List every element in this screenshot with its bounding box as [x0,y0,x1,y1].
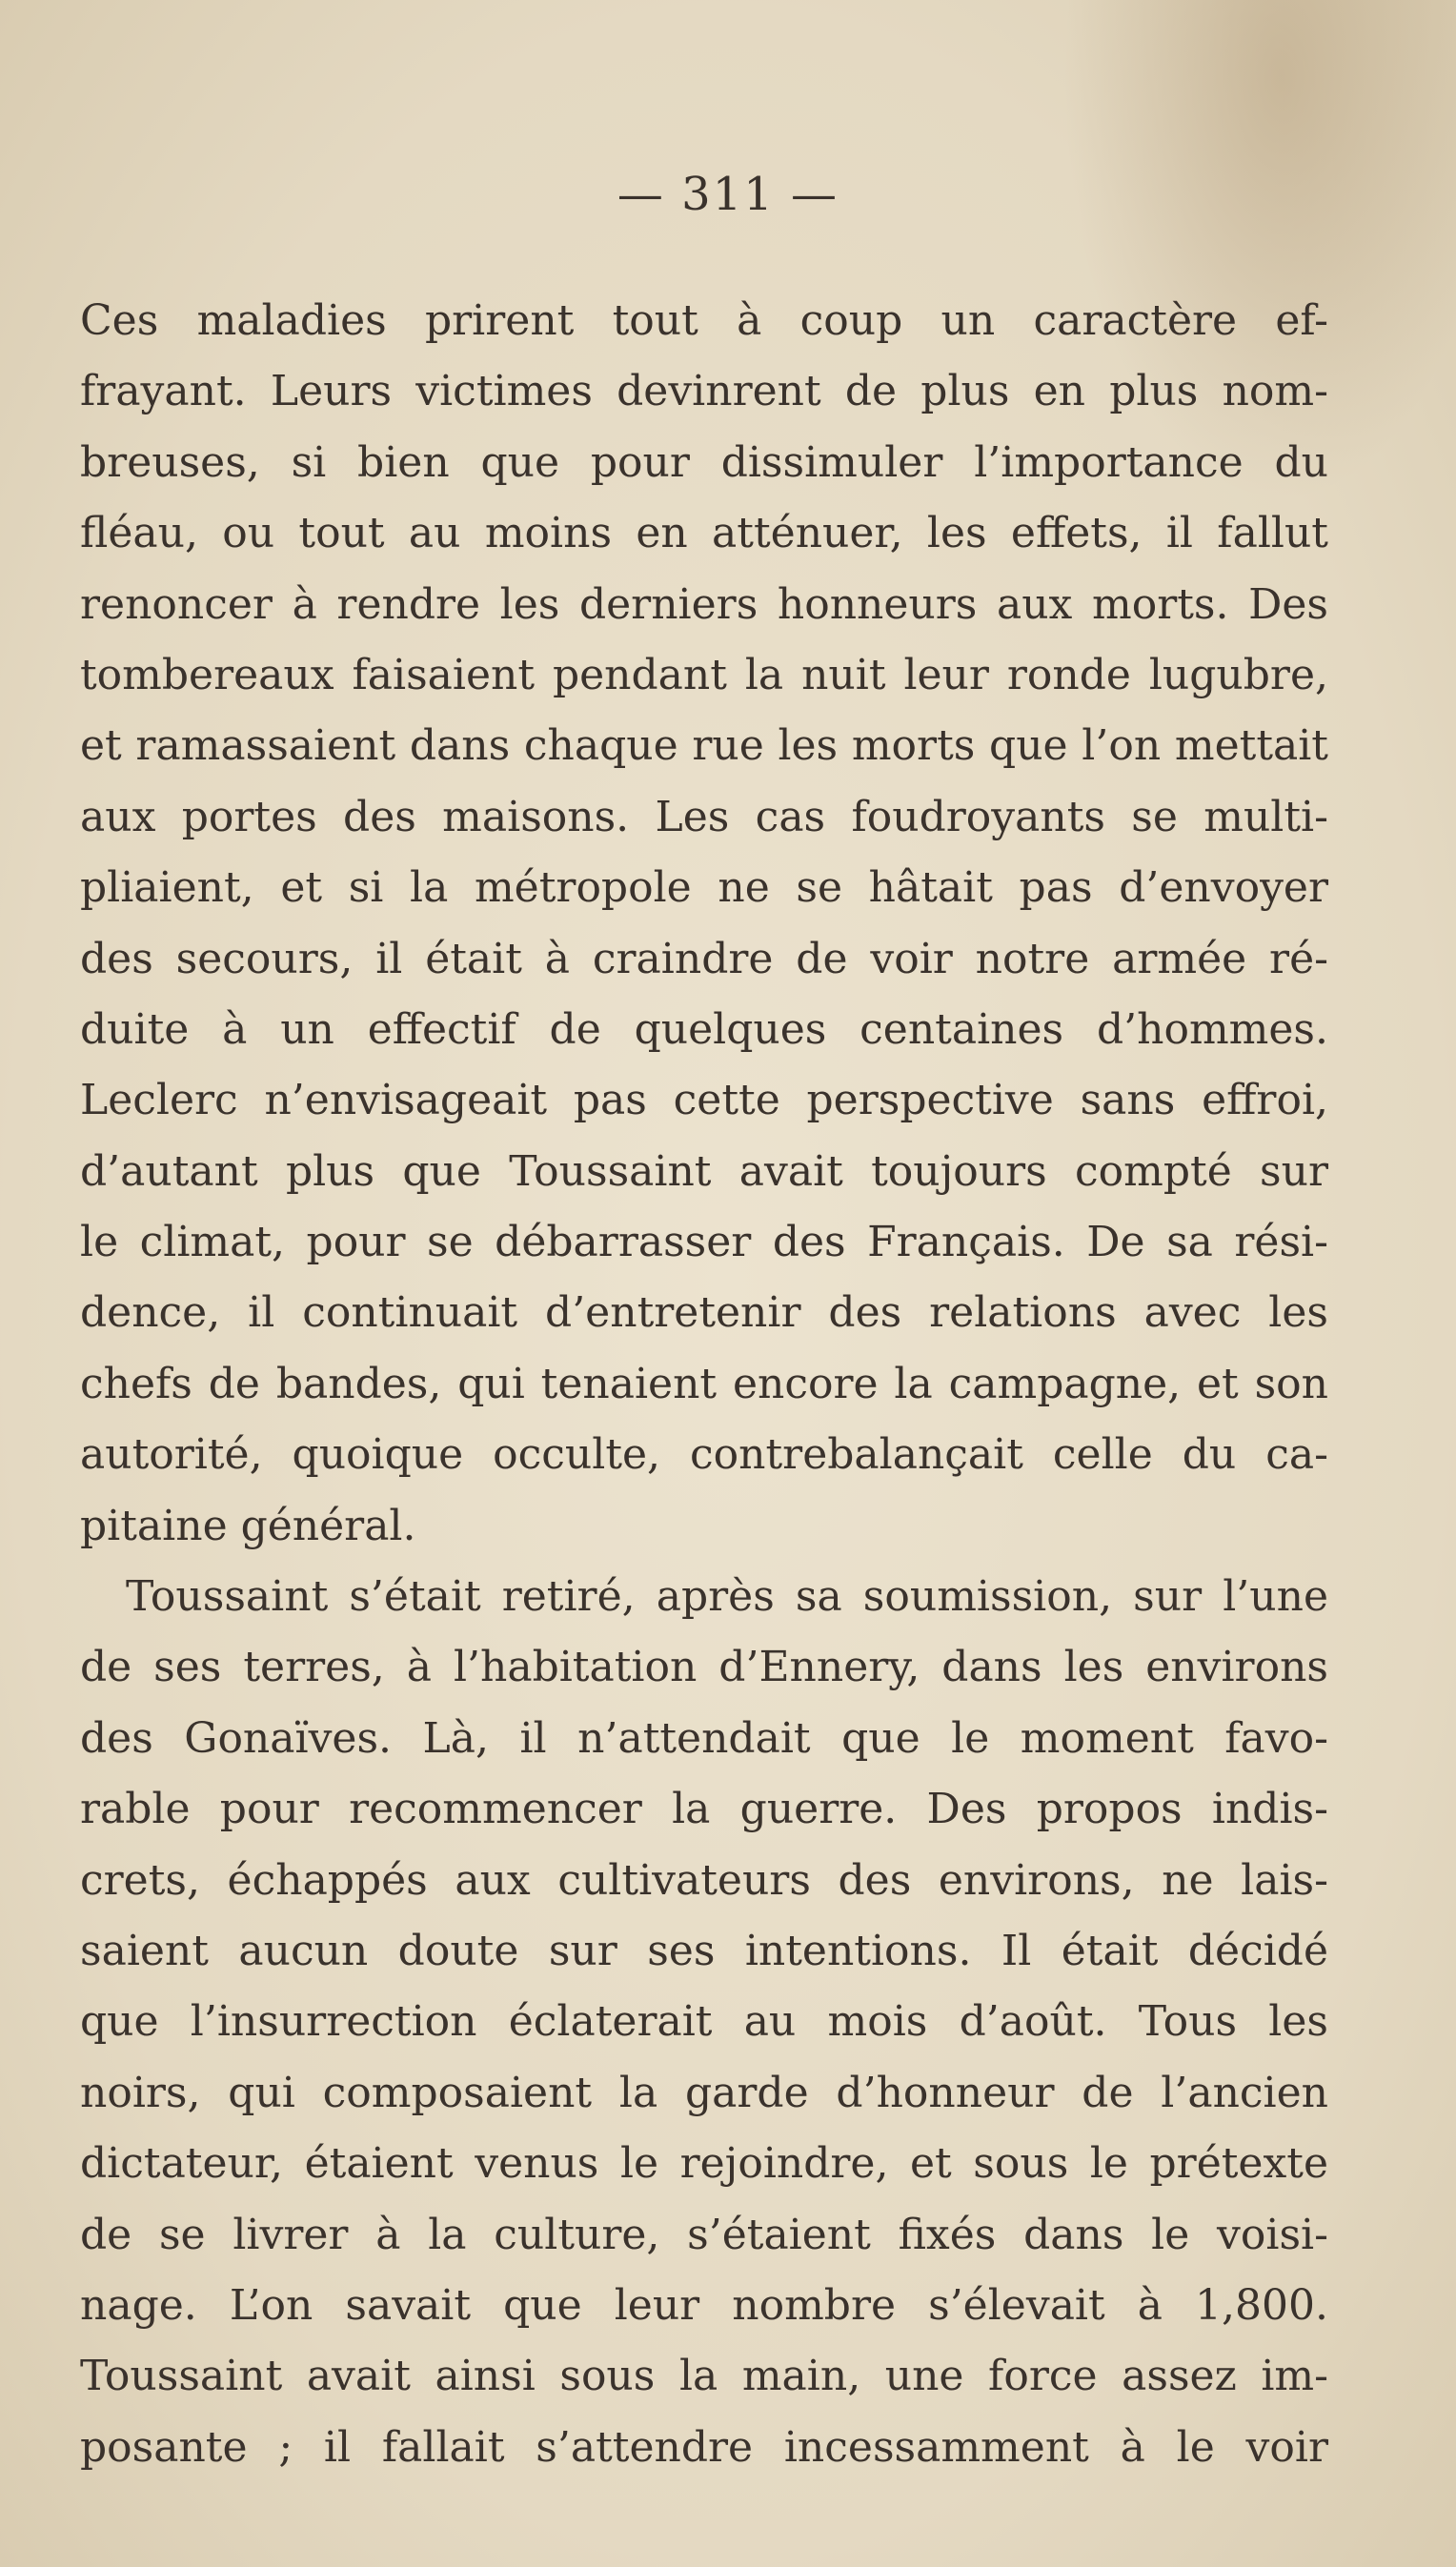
text-line: de se livrer à la culture, s’étaient fixés dans le voisi- [80,2210,1328,2259]
text-line: crets, échappés aux cultivateurs des environs, ne lais- [80,1855,1328,1905]
text-line: de ses terres, à l’habitation d’Ennery, dans les environs [80,1643,1328,1692]
text-line: d’autant plus que Toussaint avait toujours compté sur [80,1146,1328,1196]
text-line: pliaient, et si la métropole ne se hâtait pas d’envoyer [80,863,1328,913]
text-line: chefs de bandes, qui tenaient encore la campagne, et son [80,1359,1328,1408]
text-line: frayant. Leurs victimes devinrent de plus en plus nom- [80,367,1328,416]
text-line: pitaine général. [80,1501,416,1550]
text-line: Leclerc n’envisageait pas cette perspective sans effroi, [80,1076,1328,1125]
text-line: noirs, qui composaient la garde d’honneur de l’ancien [80,2068,1328,2117]
text-line: tombereaux faisaient pendant la nuit leur ronde lugubre, [80,650,1328,699]
body-text [80,286,1328,2483]
text-line: Toussaint s’était retiré, après sa soumission, sur l’une [126,1572,1328,1622]
page-number: — 311 — [617,168,839,221]
text-line: autorité, quoique occulte, contrebalançait celle du ca- [80,1430,1328,1480]
text-line: aux portes des maisons. Les cas foudroyants se multi- [80,792,1328,841]
text-line: des secours, il était à craindre de voir notre armée ré- [80,934,1328,983]
text-line: rable pour recommencer la guerre. Des propos indis- [80,1785,1328,1834]
text-line: Toussaint avait ainsi sous la main, une force assez im- [80,2352,1328,2401]
text-line: renoncer à rendre les derniers honneurs aux morts. Des [80,579,1328,629]
text-line: fléau, ou tout au moins en atténuer, les effets, il fallut [80,509,1328,558]
text-line: dence, il continuait d’entretenir des relations avec les [80,1288,1328,1338]
text-line: des Gonaïves. Là, il n’attendait que le moment favo- [80,1713,1328,1763]
text-line: dictateur, étaient venus le rejoindre, et sous le prétexte [80,2139,1328,2189]
text-line: duite à un effectif de quelques centaines d’hommes. [80,1004,1328,1054]
text-line: nage. L’on savait que leur nombre s’élevait à 1,800. [80,2280,1328,2330]
text-line: et ramassaient dans chaque rue les morts que l’on mettait [80,721,1328,771]
text-line: le climat, pour se débarrasser des Français. De sa rési- [80,1218,1328,1267]
text-line: saient aucun doute sur ses intentions. Il était décidé [80,1926,1328,1975]
paragraph-2 [80,1562,1328,2483]
text-line: que l’insurrection éclaterait au mois d’août. Tous les [80,1997,1328,2047]
text-line: breuses, si bien que pour dissimuler l’importance du [80,437,1328,487]
text-line: posante ; il fallait s’attendre incessamment à le voir [80,2422,1328,2472]
text-line: Ces maladies prirent tout à coup un caractère ef- [80,296,1328,345]
paragraph-1 [80,286,1328,1562]
